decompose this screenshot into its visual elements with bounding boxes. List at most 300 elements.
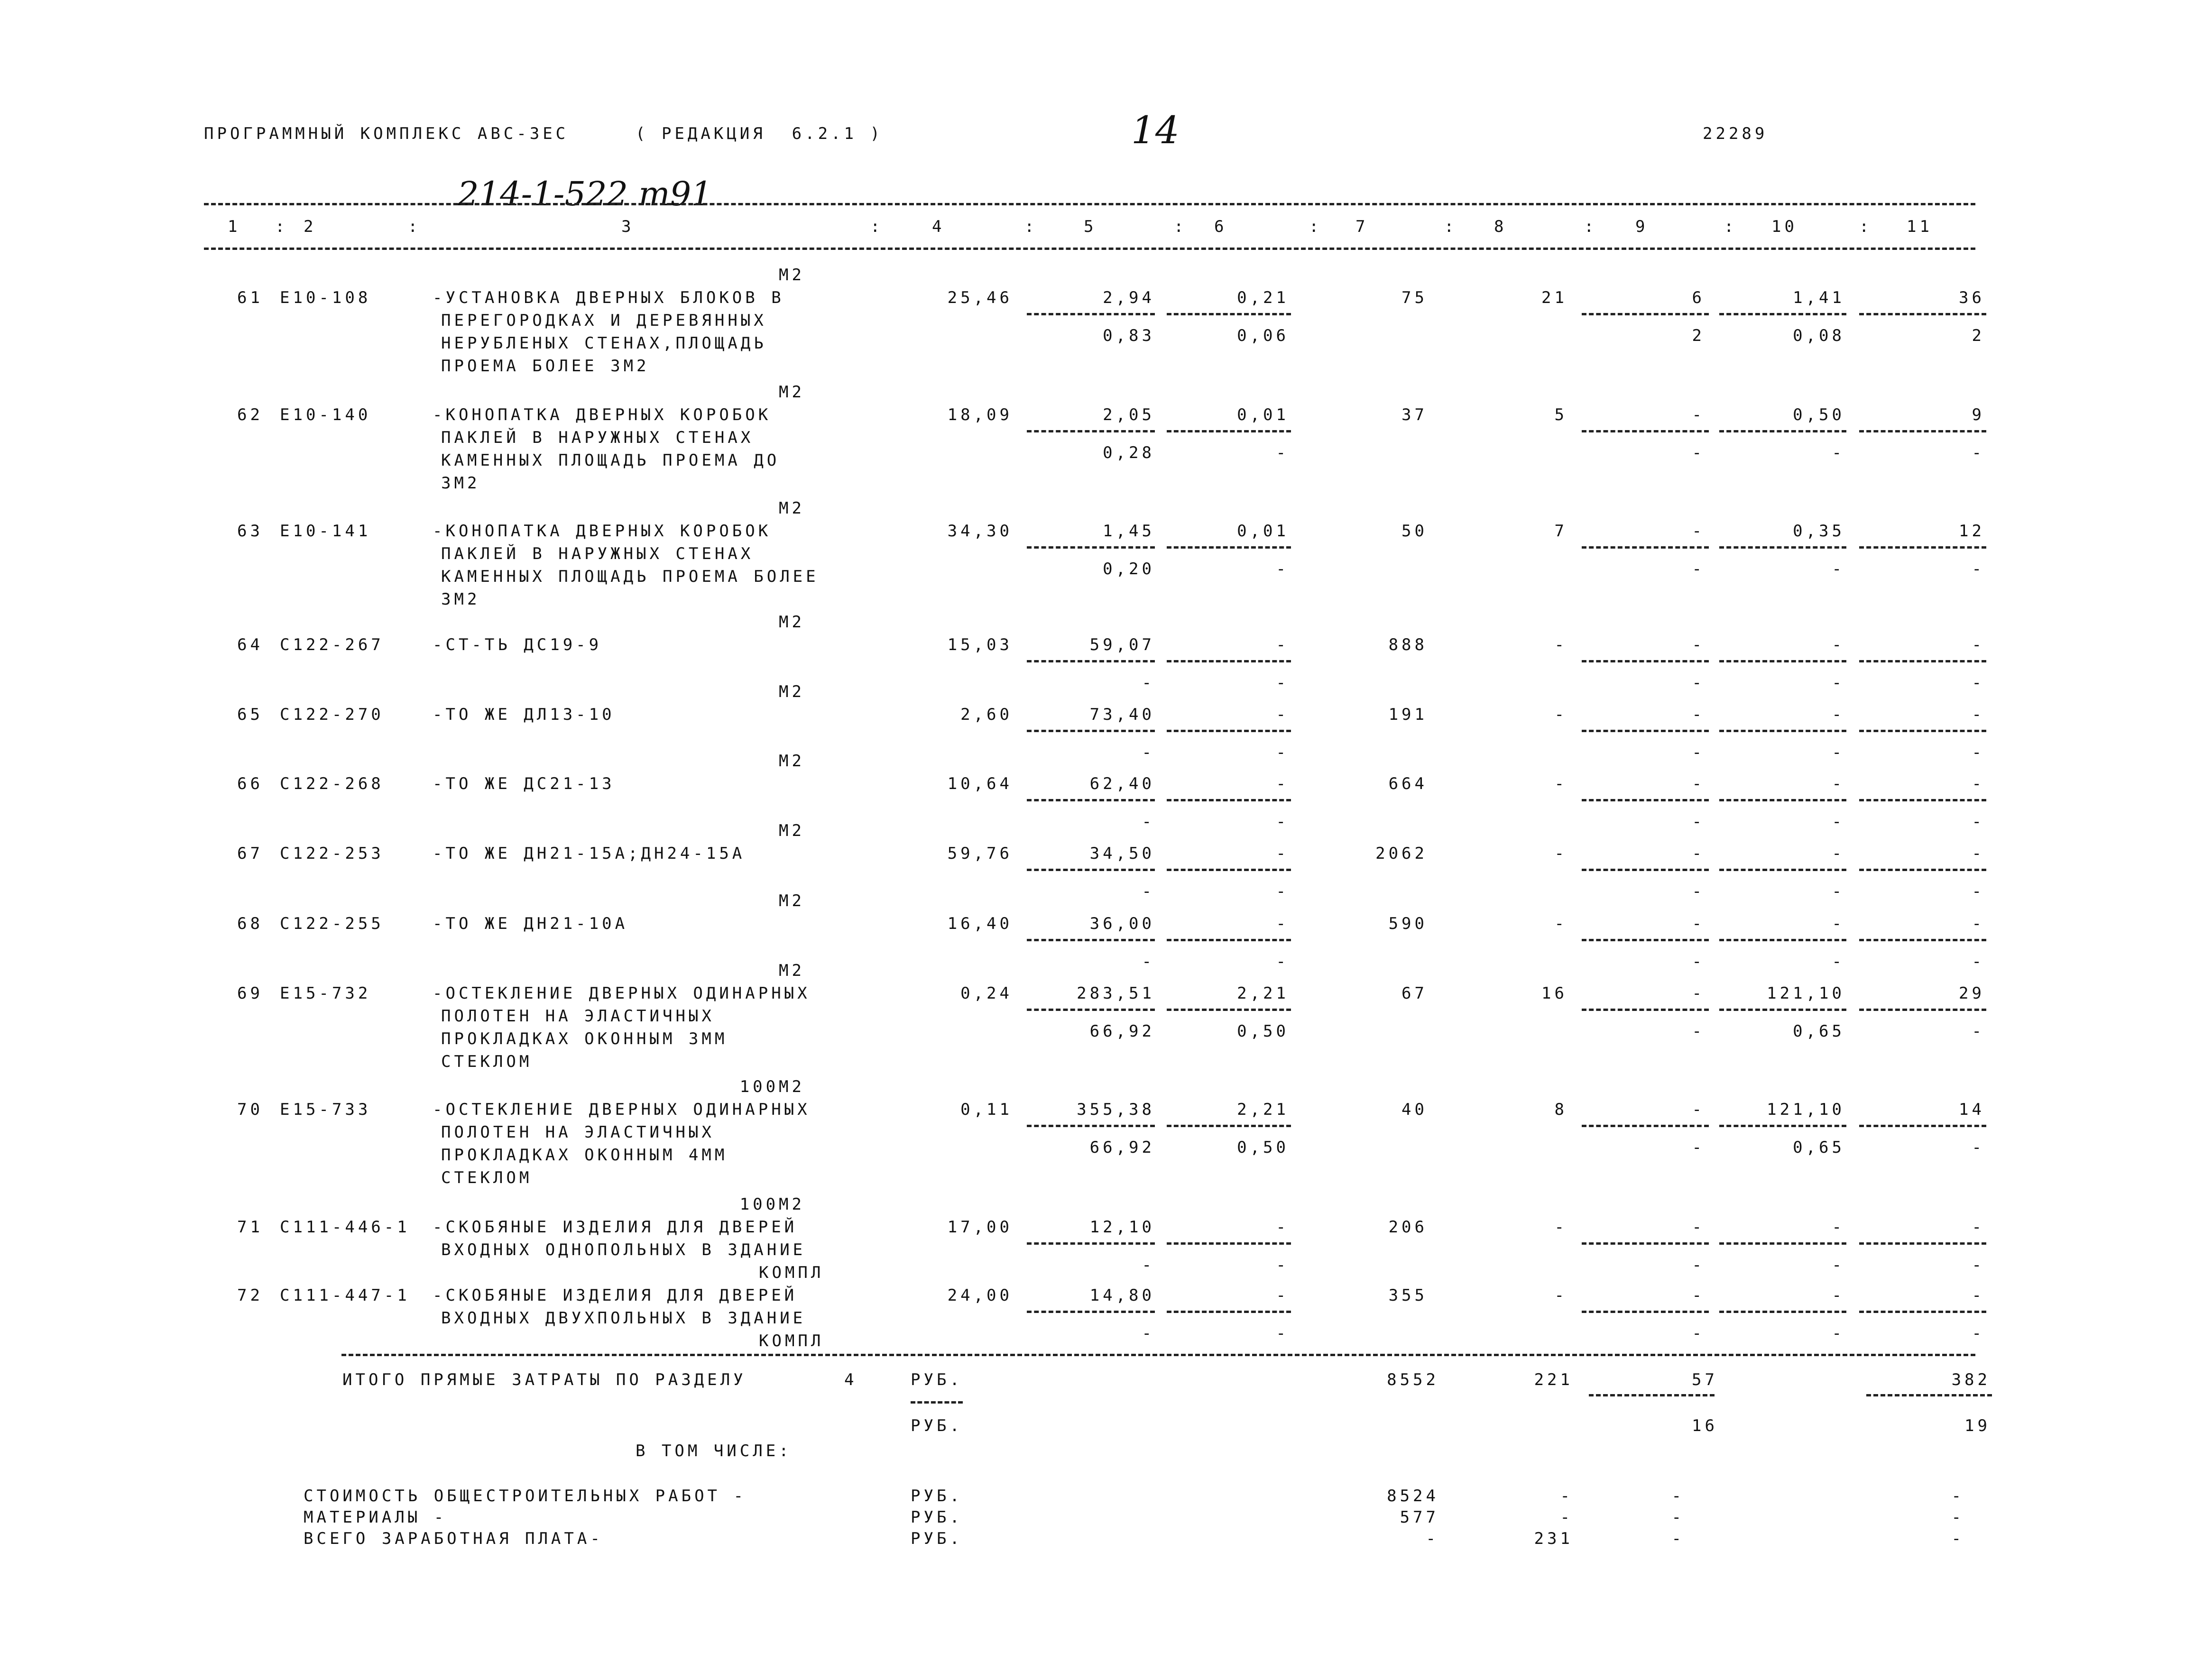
including-col11: - [1951,1508,1964,1527]
totals-unit-2: РУБ. [911,1416,963,1435]
doc-number: 22289 [1703,124,1768,143]
cell-c8: 8 [1554,1100,1567,1119]
rule-col5 [1027,313,1155,315]
rule-col10 [1719,1125,1846,1127]
rule-col11 [1859,430,1986,432]
cell-c9b: - [1692,1022,1705,1041]
cell-c4: 17,00 [947,1218,1013,1237]
cell-c4: 15,03 [947,635,1013,654]
cell-c6: 2,21 [1237,984,1289,1003]
cell-c9: - [1692,984,1705,1003]
cell-c6b: - [1276,673,1289,692]
cell-c6: - [1276,844,1289,863]
rule-col11 [1859,546,1986,549]
rule-col6 [1167,660,1291,662]
cell-c11: 9 [1972,405,1985,424]
cell-c11b: - [1972,882,1985,901]
unit-label: М2 [779,383,805,402]
item-code: С122-267 [280,635,384,654]
column-header-7: 7 [1355,217,1369,236]
description-line: КОМПЛ [759,1331,824,1350]
description-line: ВХОДНЫХ ДВУХПОЛЬНЫХ В ЗДАНИЕ [441,1309,806,1328]
description-line: -УСТАНОВКА ДВЕРНЫХ БЛОКОВ В [433,288,784,307]
row-number: 68 [237,914,263,933]
column-header-6: 6 [1214,217,1227,236]
including-col7: - [1426,1529,1439,1548]
cell-c6: - [1276,1218,1289,1237]
description-line: ПРОКЛАДКАХ ОКОННЫМ 4ММ [441,1146,728,1165]
cell-c9b: - [1692,673,1705,692]
cell-c11b: - [1972,952,1985,971]
cell-c6b: 0,50 [1237,1138,1289,1157]
rule-col10 [1719,1009,1846,1011]
row-number: 62 [237,405,263,424]
including-col7: 8524 [1387,1487,1439,1506]
column-separator: : [1024,217,1038,236]
cell-c5: 34,50 [1089,844,1155,863]
cell-c9b: - [1692,952,1705,971]
cell-c9: - [1692,774,1705,793]
rule-col5 [1027,1125,1155,1127]
cell-c7: 2062 [1375,844,1428,863]
header-rule-top [204,203,1975,205]
cell-c5b: - [1142,1256,1155,1275]
rule-col11 [1859,799,1986,801]
cell-c10b: 0,08 [1793,326,1845,345]
cell-c10b: 0,65 [1793,1138,1845,1157]
cell-c9b: - [1692,443,1705,462]
cell-c5: 62,40 [1089,774,1155,793]
rule-col11 [1859,730,1986,732]
cell-c7: 191 [1388,705,1428,724]
cell-c6: - [1276,705,1289,724]
including-col9: - [1671,1529,1685,1548]
rule-col9 [1582,660,1709,662]
cell-c7: 888 [1388,635,1428,654]
cell-c10: 0,50 [1793,405,1845,424]
cell-c10b: - [1832,443,1845,462]
cell-c8: 5 [1554,405,1567,424]
item-code: Е10-140 [280,405,371,424]
including-unit: РУБ. [911,1529,963,1548]
cell-c5: 36,00 [1089,914,1155,933]
description-line: -ТО ЖЕ ДН21-15А;ДН24-15А [433,844,746,863]
cell-c4: 2,60 [960,705,1013,724]
cell-c6b: - [1276,443,1289,462]
column-header-3: 3 [621,217,635,236]
description-line: ПАКЛЕЙ В НАРУЖНЫХ СТЕНАХ [441,428,754,447]
column-separator: : [1309,217,1322,236]
rule-col11 [1859,1242,1986,1245]
description-line: -КОНОПАТКА ДВЕРНЫХ КОРОБОК [433,522,772,541]
cell-c10b: - [1832,1324,1845,1343]
project-code: 214-1-522 т91 [458,174,712,213]
cell-c8: - [1554,1286,1567,1305]
cell-c4: 16,40 [947,914,1013,933]
totals-unit: РУБ. [911,1370,963,1389]
cell-c6b: 0,50 [1237,1022,1289,1041]
including-unit: РУБ. [911,1508,963,1527]
cell-c9: - [1692,1286,1705,1305]
unit-label: М2 [779,961,805,980]
program-title: ПРОГРАММНЫЙ КОМПЛЕКС АВС-3ЕС [204,124,569,143]
rule-col10 [1719,313,1846,315]
rule-col5 [1027,799,1155,801]
cell-c5: 59,07 [1089,635,1155,654]
column-separator: : [1859,217,1872,236]
cell-c9: - [1692,844,1705,863]
cell-c9b: - [1692,1256,1705,1275]
cell-c6b: - [1276,743,1289,762]
cell-c11: 29 [1959,984,1985,1003]
rule-col10 [1719,546,1846,549]
column-separator: : [870,217,884,236]
rule-col6 [1167,1242,1291,1245]
description-line: КОМПЛ [759,1263,824,1282]
description-line: ПРОЕМА БОЛЕЕ 3М2 [441,357,650,376]
unit-label: 100М2 [739,1195,805,1214]
cell-c10: - [1832,914,1845,933]
column-separator: : [275,217,288,236]
column-header-5: 5 [1084,217,1097,236]
rule-col5 [1027,1009,1155,1011]
cell-c11b: - [1972,673,1985,692]
rule-col10 [1719,730,1846,732]
description-line: КАМЕННЫХ ПЛОЩАДЬ ПРОЕМА ДО [441,451,780,470]
cell-c6: - [1276,914,1289,933]
cell-c4: 18,09 [947,405,1013,424]
cell-c5b: 0,83 [1103,326,1155,345]
cell-c5: 12,10 [1089,1218,1155,1237]
cell-c9b: - [1692,743,1705,762]
description-line: ПРОКЛАДКАХ ОКОННЫМ 3ММ [441,1029,728,1048]
cell-c4: 10,64 [947,774,1013,793]
rule-col9 [1582,799,1709,801]
cell-c9: - [1692,705,1705,724]
description-line: ПАКЛЕЙ В НАРУЖНЫХ СТЕНАХ [441,544,754,563]
rule-col9 [1582,313,1709,315]
rule-col11 [1859,313,1986,315]
including-col9: - [1671,1508,1685,1527]
rule-col11 [1859,1311,1986,1313]
cell-c6: 0,21 [1237,288,1289,307]
item-code: С122-253 [280,844,384,863]
description-line: -СКОБЯНЫЕ ИЗДЕЛИЯ ДЛЯ ДВЕРЕЙ [433,1286,798,1305]
cell-c10: - [1832,1286,1845,1305]
cell-c6: 0,01 [1237,522,1289,541]
cell-c11b: - [1972,560,1985,578]
cell-c11b: - [1972,1324,1985,1343]
cell-c8: 21 [1541,288,1567,307]
cell-c7: 664 [1388,774,1428,793]
rule-col6 [1167,313,1291,315]
cell-c6: - [1276,1286,1289,1305]
column-header-8: 8 [1494,217,1507,236]
description-line: ПОЛОТЕН НА ЭЛАСТИЧНЫХ [441,1007,715,1026]
cell-c9b: - [1692,560,1705,578]
rule-col5 [1027,546,1155,549]
unit-label: М2 [779,821,805,840]
rule-col5 [1027,730,1155,732]
item-code: С122-268 [280,774,384,793]
edition-label: ( РЕДАКЦИЯ 6.2.1 ) [636,124,883,143]
rule-col9 [1582,730,1709,732]
cell-c9: - [1692,1100,1705,1119]
cell-c7: 40 [1401,1100,1428,1119]
rule-col6 [1167,1009,1291,1011]
cell-c5: 73,40 [1089,705,1155,724]
cell-c5: 2,05 [1103,405,1155,424]
description-line: -ОСТЕКЛЕНИЕ ДВЕРНЫХ ОДИНАРНЫХ [433,1100,811,1119]
cell-c8: - [1554,705,1567,724]
column-header-9: 9 [1635,217,1649,236]
unit-label: 100М2 [739,1077,805,1096]
unit-label: М2 [779,266,805,285]
description-line: НЕРУБЛЕНЫХ СТЕНАХ,ПЛОЩАДЬ [441,334,767,353]
totals-label: ИТОГО ПРЯМЫЕ ЗАТРАТЫ ПО РАЗДЕЛУ [342,1370,747,1389]
totals-unit-rule [911,1401,963,1404]
column-separator: : [1444,217,1457,236]
rule-col11 [1859,939,1986,941]
rule-col10 [1719,1242,1846,1245]
cell-c8: 16 [1541,984,1567,1003]
cell-c6: 0,01 [1237,405,1289,424]
including-label: МАТЕРИАЛЫ - [304,1508,447,1527]
column-header-2: 2 [304,217,317,236]
cell-c4: 25,46 [947,288,1013,307]
cell-c5b: - [1142,1324,1155,1343]
cell-c4: 34,30 [947,522,1013,541]
item-code: С111-446-1 [280,1218,410,1237]
cell-c11: 12 [1959,522,1985,541]
cell-c11b: - [1972,812,1985,831]
cell-c10: - [1832,1218,1845,1237]
rule-col5 [1027,430,1155,432]
cell-c6: 2,21 [1237,1100,1289,1119]
cell-c10b: - [1832,882,1845,901]
rule-col5 [1027,1242,1155,1245]
cell-c9: 6 [1692,288,1705,307]
cell-c11b: - [1972,1022,1985,1041]
including-col8: - [1560,1508,1573,1527]
rule-col10 [1719,430,1846,432]
cell-c6b: - [1276,952,1289,971]
rule-col11 [1859,1009,1986,1011]
cell-c11: - [1972,844,1985,863]
rule-col6 [1167,430,1291,432]
column-header-11: 11 [1907,217,1933,236]
cell-c8: - [1554,914,1567,933]
description-line: -ТО ЖЕ ДС21-13 [433,774,615,793]
cell-c5b: 66,92 [1089,1022,1155,1041]
totals-col9-b: 16 [1692,1416,1718,1435]
cell-c9b: - [1692,1138,1705,1157]
row-number: 71 [237,1218,263,1237]
description-line: -ОСТЕКЛЕНИЕ ДВЕРНЫХ ОДИНАРНЫХ [433,984,811,1003]
rule-col5 [1027,660,1155,662]
cell-c10: - [1832,705,1845,724]
cell-c10: - [1832,635,1845,654]
rule-col5 [1027,869,1155,871]
cell-c8: 7 [1554,522,1567,541]
rule-col6 [1167,1125,1291,1127]
cell-c5b: - [1142,673,1155,692]
description-line: ПЕРЕГОРОДКАХ И ДЕРЕВЯННЫХ [441,311,767,330]
cell-c10: 121,10 [1767,984,1845,1003]
cell-c8: - [1554,844,1567,863]
description-line: -СКОБЯНЫЕ ИЗДЕЛИЯ ДЛЯ ДВЕРЕЙ [433,1218,798,1237]
row-number: 61 [237,288,263,307]
cell-c11: - [1972,914,1985,933]
totals-col9-rule [1589,1394,1715,1396]
cell-c7: 590 [1388,914,1428,933]
cell-c8: - [1554,635,1567,654]
cell-c4: 24,00 [947,1286,1013,1305]
cell-c6b: 0,06 [1237,326,1289,345]
cell-c6b: - [1276,1324,1289,1343]
rule-col9 [1582,869,1709,871]
cell-c8: - [1554,774,1567,793]
cell-c11: - [1972,705,1985,724]
column-separator: : [1174,217,1187,236]
cell-c6b: - [1276,882,1289,901]
cell-c9b: - [1692,882,1705,901]
cell-c9b: 2 [1692,326,1705,345]
description-line: ВХОДНЫХ ОДНОПОЛЬНЫХ В ЗДАНИЕ [441,1240,806,1259]
cell-c11: 14 [1959,1100,1985,1119]
totals-rule [341,1354,1975,1356]
totals-col11-b: 19 [1964,1416,1991,1435]
item-code: С122-270 [280,705,384,724]
cell-c7: 355 [1388,1286,1428,1305]
item-code: Е10-108 [280,288,371,307]
totals-col11: 382 [1951,1370,1991,1389]
cell-c9: - [1692,914,1705,933]
cell-c6: - [1276,635,1289,654]
page-number: 14 [1131,108,1180,152]
cell-c5: 355,38 [1077,1100,1155,1119]
including-unit: РУБ. [911,1487,963,1506]
item-code: Е15-732 [280,984,371,1003]
cell-c4: 0,11 [960,1100,1013,1119]
description-line: 3М2 [441,474,480,493]
cell-c7: 75 [1401,288,1428,307]
column-header-1: 1 [228,217,241,236]
cell-c5b: - [1142,952,1155,971]
unit-label: М2 [779,891,805,910]
cell-c10: 121,10 [1767,1100,1845,1119]
rule-col9 [1582,546,1709,549]
including-label: СТОИМОСТЬ ОБЩЕСТРОИТЕЛЬНЫХ РАБОТ - [304,1487,747,1506]
rule-col6 [1167,799,1291,801]
cell-c11b: 2 [1972,326,1985,345]
column-separator: : [1584,217,1597,236]
cell-c5b: 0,28 [1103,443,1155,462]
column-separator: : [408,217,421,236]
item-code: С111-447-1 [280,1286,410,1305]
rule-col6 [1167,546,1291,549]
including-col8: 231 [1534,1529,1573,1548]
column-separator: : [1724,217,1737,236]
cell-c11b: - [1972,743,1985,762]
rule-col11 [1859,869,1986,871]
cell-c11b: - [1972,1138,1985,1157]
including-col11: - [1951,1529,1964,1548]
totals-col9: 57 [1692,1370,1718,1389]
rule-col11 [1859,1125,1986,1127]
cell-c7: 67 [1401,984,1428,1003]
rule-col9 [1582,1125,1709,1127]
rule-col6 [1167,730,1291,732]
cell-c11: - [1972,1286,1985,1305]
cell-c5b: - [1142,882,1155,901]
rule-col10 [1719,660,1846,662]
description-line: -ТО ЖЕ ДН21-10А [433,914,628,933]
cell-c4: 59,76 [947,844,1013,863]
rule-col6 [1167,939,1291,941]
cell-c7: 206 [1388,1218,1428,1237]
rule-col6 [1167,1311,1291,1313]
cell-c11b: - [1972,443,1985,462]
cell-c10: - [1832,844,1845,863]
rule-col10 [1719,869,1846,871]
cell-c11: - [1972,1218,1985,1237]
totals-col8: 221 [1534,1370,1573,1389]
unit-label: М2 [779,499,805,518]
cell-c5: 14,80 [1089,1286,1155,1305]
row-number: 64 [237,635,263,654]
rule-col9 [1582,939,1709,941]
description-line: -СТ-ТЬ ДС19-9 [433,635,602,654]
cell-c10: 1,41 [1793,288,1845,307]
cell-c11: - [1972,635,1985,654]
cell-c9: - [1692,522,1705,541]
cell-c9: - [1692,405,1705,424]
cell-c9b: - [1692,812,1705,831]
row-number: 66 [237,774,263,793]
cell-c4: 0,24 [960,984,1013,1003]
item-code: С122-255 [280,914,384,933]
row-number: 70 [237,1100,263,1119]
rule-col10 [1719,939,1846,941]
rule-col11 [1859,660,1986,662]
including-col8: - [1560,1487,1573,1506]
unit-label: М2 [779,752,805,771]
cell-c10b: - [1832,952,1845,971]
row-number: 72 [237,1286,263,1305]
description-line: 3М2 [441,590,480,609]
row-number: 63 [237,522,263,541]
cell-c8: - [1554,1218,1567,1237]
cell-c11b: - [1972,1256,1985,1275]
rule-col10 [1719,1311,1846,1313]
row-number: 67 [237,844,263,863]
cell-c10: 0,35 [1793,522,1845,541]
description-line: СТЕКЛОМ [441,1168,533,1187]
unit-label: М2 [779,682,805,701]
cell-c9b: - [1692,1324,1705,1343]
cell-c7: 37 [1401,405,1428,424]
cell-c6b: - [1276,812,1289,831]
unit-label: М2 [779,613,805,632]
cell-c5b: 66,92 [1089,1138,1155,1157]
row-number: 69 [237,984,263,1003]
item-code: Е10-141 [280,522,371,541]
column-header-4: 4 [932,217,945,236]
cell-c5b: - [1142,812,1155,831]
cell-c10b: 0,65 [1793,1022,1845,1041]
cell-c5: 1,45 [1103,522,1155,541]
